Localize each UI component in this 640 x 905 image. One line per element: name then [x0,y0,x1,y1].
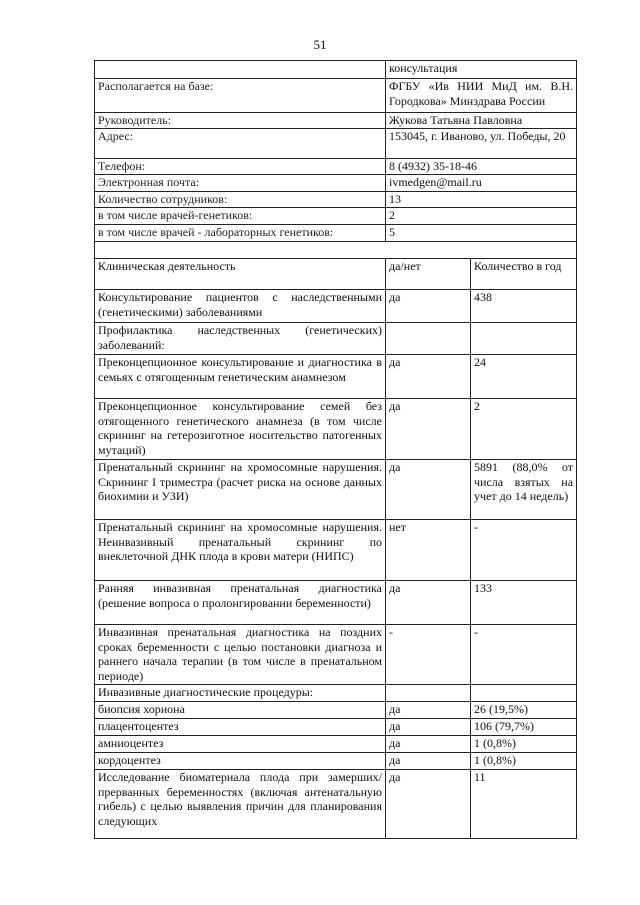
yes-no-cell: нет [386,520,471,581]
info-label: Телефон: [95,159,386,175]
activity-cell: Преконцепционное консультирование семей без отягощенного генетического анамнеза (в том числе скрининг на гетерозиготное носительство патогенных мутаций) [95,399,386,460]
info-label: Руководитель: [95,113,386,129]
activity-cell: плацентоцентез [95,719,386,736]
count-cell: 133 [471,581,577,625]
yes-no-cell: да [386,581,471,625]
info-value: 8 (4932) 35-18-46 [386,159,577,175]
info-row [95,208,577,225]
info-label: Количество сотрудников: [95,192,386,208]
info-table [94,60,577,242]
activity-row [95,581,577,625]
activity-cell: Ранняя инвазивная пренатальная диагностика (решение вопроса о пролонгировании беременности) [95,581,386,625]
header-row [95,259,577,290]
yes-no-cell: да [386,736,471,753]
spacer-cell [95,242,577,259]
info-label: Электронная почта: [95,175,386,192]
activity-row [95,770,577,839]
count-cell: 1 (0,8%) [471,736,577,753]
activity-row [95,625,577,685]
column-header: да/нет [386,259,471,290]
activity-row [95,685,577,702]
info-value: ФГБУ «Ив НИИ МиД им. В.Н. Городкова» Минздрава России [386,79,577,113]
column-header: Количество в год [471,259,577,290]
activity-row [95,736,577,753]
info-value: 153045, г. Иваново, ул. Победы, 20 [386,129,577,159]
activity-row [95,399,577,460]
count-cell: - [471,625,577,685]
yes-no-cell: да [386,753,471,770]
info-value: 2 [386,208,577,225]
activity-row [95,520,577,581]
info-row [95,175,577,192]
activity-row [95,355,577,399]
spacer-row [95,242,577,259]
count-cell: 26 (19,5%) [471,702,577,719]
info-value: 5 [386,225,577,242]
activity-row [95,460,577,520]
count-cell: 106 (79,7%) [471,719,577,736]
yes-no-cell: да [386,399,471,460]
info-value: консультация [386,61,577,79]
info-label: в том числе врачей - лабораторных генетиков: [95,225,386,242]
info-row [95,225,577,242]
yes-no-cell: да [386,460,471,520]
info-row [95,113,577,129]
yes-no-cell: да [386,770,471,839]
info-label: в том числе врачей-генетиков: [95,208,386,225]
activity-row [95,290,577,323]
yes-no-cell: да [386,355,471,399]
info-row [95,129,577,159]
activity-cell: амниоцентез [95,736,386,753]
count-cell: 11 [471,770,577,839]
info-value: Жукова Татьяна Павловна [386,113,577,129]
page-number: 51 [313,37,327,52]
yes-no-cell: да [386,290,471,323]
yes-no-cell: - [386,625,471,685]
count-cell [471,323,577,355]
clinical-activity-table [94,241,577,839]
info-row [95,79,577,113]
activity-cell: Консультирование пациентов с наследственными (генетическими) заболеваниями [95,290,386,323]
activity-row [95,702,577,719]
activity-cell: Профилактика наследственных (генетических) заболеваний: [95,323,386,355]
count-cell: 2 [471,399,577,460]
count-cell: 24 [471,355,577,399]
activity-cell: Инвазивная пренатальная диагностика на поздних сроках беременности с целью постановки диагноза и раннего начала терапии (в том числе в пренатальном периоде) [95,625,386,685]
info-value: 13 [386,192,577,208]
activity-cell: Инвазивные диагностические процедуры: [95,685,386,702]
activity-cell: кордоцентез [95,753,386,770]
activity-row [95,323,577,355]
yes-no-cell [386,323,471,355]
info-label: Располагается на базе: [95,79,386,113]
count-cell: 1 (0,8%) [471,753,577,770]
column-header: Клиническая деятельность [95,259,386,290]
info-row [95,159,577,175]
count-cell: 5891 (88,0% от числа взятых на учет до 14 недель) [471,460,577,520]
yes-no-cell: да [386,702,471,719]
info-row [95,61,577,79]
info-label [95,61,386,79]
activity-cell: Пренатальный скрининг на хромосомные нарушения. Скрининг I триместра (расчет риска на основе данных биохимии и УЗИ) [95,460,386,520]
info-value: ivmedgen@mail.ru [386,175,577,192]
yes-no-cell [386,685,471,702]
activity-cell: биопсия хориона [95,702,386,719]
count-cell: 438 [471,290,577,323]
count-cell: - [471,520,577,581]
yes-no-cell: да [386,719,471,736]
activity-row [95,753,577,770]
count-cell [471,685,577,702]
activity-cell: Исследование биоматериала плода при замерших/прерванных беременностях (включая антенатальную гибель) с целью выявления причин для планирования следующих [95,770,386,839]
activity-cell: Пренатальный скрининг на хромосомные нарушения. Неинвазивный пренатальный скрининг по внеклеточной ДНК плода в крови матери (НИПС) [95,520,386,581]
info-row [95,192,577,208]
activity-cell: Преконцепционное консультирование и диагностика в семьях с отягощенным генетическим анамнезом [95,355,386,399]
info-label: Адрес: [95,129,386,159]
activity-row [95,719,577,736]
